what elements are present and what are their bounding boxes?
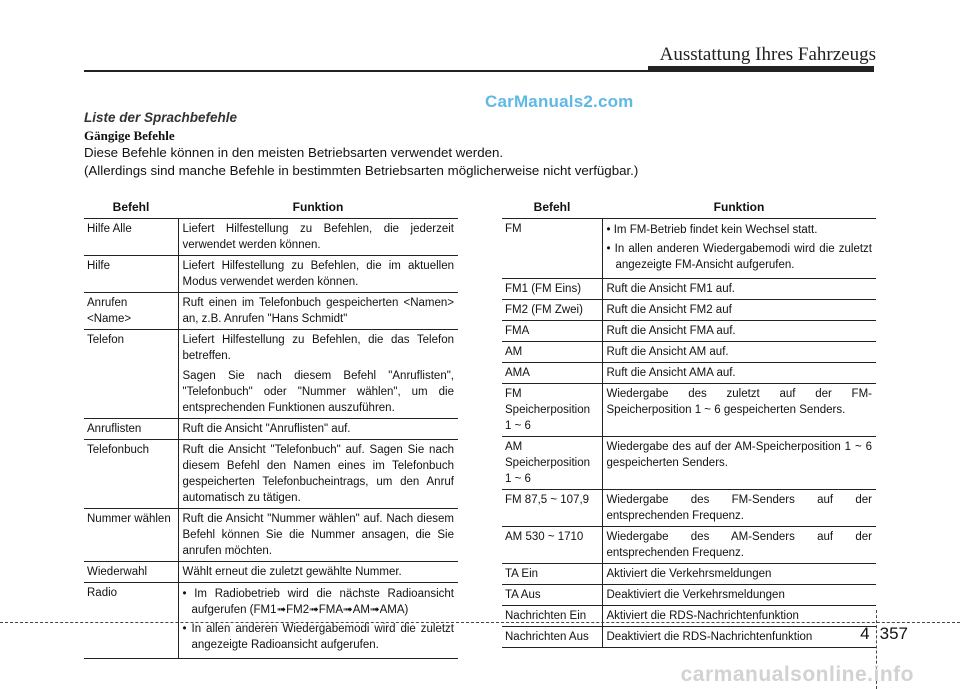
table-row bbox=[502, 490, 876, 527]
function-bullet: • In allen anderen Wiedergabemodi wird die zuletzt angezeigte FM-Ansicht aufgerufen. bbox=[606, 243, 872, 271]
function-cell bbox=[178, 440, 458, 509]
table-row bbox=[84, 293, 458, 330]
function-cell bbox=[602, 606, 876, 627]
function-text: Aktiviert die Verkehrsmeldungen bbox=[606, 568, 772, 580]
function-text: Wiedergabe des FM-Senders auf der entsprechenden Frequenz. bbox=[606, 494, 872, 522]
function-bullet: • In allen anderen Wiedergabemodi wird die zuletzt angezeigte Radioansicht aufgerufen. bbox=[182, 623, 454, 651]
function-text: Wählt erneut die zuletzt gewählte Nummer. bbox=[182, 566, 402, 578]
intro-line-2: (Allerdings sind manche Befehle in bestimmten Betriebsarten möglicherweise nicht verfügbar.) bbox=[84, 163, 639, 178]
carmanuals-watermark[interactable]: CarManuals2.com bbox=[485, 92, 634, 111]
command-cell: AM bbox=[502, 342, 602, 363]
function-cell bbox=[178, 293, 458, 330]
table-row bbox=[84, 256, 458, 293]
page-number-value: 357 bbox=[879, 624, 908, 643]
table-row bbox=[84, 219, 458, 256]
function-cell bbox=[178, 419, 458, 440]
command-cell: Nummer wählen bbox=[84, 509, 178, 562]
table-row bbox=[502, 384, 876, 437]
page-number bbox=[860, 624, 908, 644]
table-row bbox=[502, 363, 876, 384]
command-cell: Wiederwahl bbox=[84, 562, 178, 583]
function-text: Ruft die Ansicht "Nummer wählen" auf. Nach diesem Befehl können Sie die Nummer ansagen, die Sie anrufen möchten. bbox=[182, 513, 454, 557]
right-table-body bbox=[502, 219, 876, 648]
function-text: Wiedergabe des auf der AM-Speicherposition 1 ~ 6 gespeicherten Senders. bbox=[606, 441, 872, 469]
function-bullet: • Im FM-Betrieb findet kein Wechsel statt. bbox=[606, 224, 818, 236]
function-cell bbox=[178, 583, 458, 659]
table-row bbox=[84, 562, 458, 583]
function-text: Ruft einen im Telefonbuch gespeicherten <Namen> an, z.B. Anrufen "Hans Schmidt" bbox=[182, 297, 454, 325]
command-cell: Nachrichten Aus bbox=[502, 627, 602, 648]
column-header-command: Befehl bbox=[502, 196, 602, 219]
command-cell: FM2 (FM Zwei) bbox=[502, 300, 602, 321]
table-row bbox=[502, 627, 876, 648]
table-row bbox=[502, 585, 876, 606]
command-cell: TA Aus bbox=[502, 585, 602, 606]
function-cell bbox=[602, 321, 876, 342]
function-text: Deaktiviert die RDS-Nachrichtenfunktion bbox=[606, 631, 813, 643]
function-text: Ruft die Ansicht "Anruflisten" auf. bbox=[182, 423, 351, 435]
function-bullet: • Im Radiobetrieb wird die nächste Radioansicht aufgerufen (FM1➟FM2➟FMA➟AM➟AMA) bbox=[182, 588, 454, 616]
command-cell: Anrufen <Name> bbox=[84, 293, 178, 330]
command-cell: Telefon bbox=[84, 330, 178, 419]
left-command-table bbox=[84, 196, 458, 659]
chapter-header-title: Ausstattung Ihres Fahrzeugs bbox=[659, 44, 876, 65]
function-cell bbox=[602, 437, 876, 490]
function-cell bbox=[178, 330, 458, 419]
intro-line-1: Diese Befehle können in den meisten Betriebsarten verwendet werden. bbox=[84, 145, 504, 160]
command-cell: AM Speicherposition 1 ~ 6 bbox=[502, 437, 602, 490]
function-text: Deaktiviert die Verkehrsmeldungen bbox=[606, 589, 785, 601]
command-cell: FM Speicherposition 1 ~ 6 bbox=[502, 384, 602, 437]
command-cell: FMA bbox=[502, 321, 602, 342]
table-row bbox=[84, 583, 458, 659]
chapter-number: 4 bbox=[860, 624, 870, 643]
command-cell: TA Ein bbox=[502, 564, 602, 585]
function-cell bbox=[602, 585, 876, 606]
table-row bbox=[84, 509, 458, 562]
table-row bbox=[502, 527, 876, 564]
function-cell bbox=[178, 219, 458, 256]
function-cell bbox=[602, 300, 876, 321]
table-row bbox=[502, 279, 876, 300]
command-cell: Radio bbox=[84, 583, 178, 659]
table-row bbox=[502, 437, 876, 490]
command-cell: AMA bbox=[502, 363, 602, 384]
function-cell bbox=[602, 627, 876, 648]
table-header-row bbox=[84, 196, 458, 219]
section-title: Liste der Sprachbefehle bbox=[84, 110, 238, 125]
command-cell: Nachrichten Ein bbox=[502, 606, 602, 627]
table-row bbox=[502, 342, 876, 363]
function-cell bbox=[602, 564, 876, 585]
function-cell bbox=[602, 384, 876, 437]
command-cell: AM 530 ~ 1710 bbox=[502, 527, 602, 564]
table-row bbox=[84, 330, 458, 419]
column-header-function: Funktion bbox=[178, 196, 458, 219]
function-text: Wiedergabe des AM-Senders auf der entsprechenden Frequenz. bbox=[606, 531, 872, 559]
header-rule bbox=[84, 70, 874, 72]
command-cell: Anruflisten bbox=[84, 419, 178, 440]
table-header-row bbox=[502, 196, 876, 219]
function-text: Aktiviert die RDS-Nachrichtenfunktion bbox=[606, 610, 799, 622]
function-text: Liefert Hilfestellung zu Befehlen, die im aktuellen Modus verwendet werden können. bbox=[182, 260, 454, 288]
section-subtitle: Gängige Befehle bbox=[84, 128, 175, 143]
command-cell: Hilfe Alle bbox=[84, 219, 178, 256]
command-cell: Telefonbuch bbox=[84, 440, 178, 509]
function-text: Ruft die Ansicht AM auf. bbox=[606, 346, 729, 358]
column-header-command: Befehl bbox=[84, 196, 178, 219]
table-row bbox=[502, 564, 876, 585]
function-text: Ruft die Ansicht AMA auf. bbox=[606, 367, 736, 379]
function-cell bbox=[602, 363, 876, 384]
function-cell bbox=[178, 256, 458, 293]
right-command-table bbox=[502, 196, 876, 648]
table-row bbox=[502, 300, 876, 321]
function-cell bbox=[178, 562, 458, 583]
left-table-body bbox=[84, 219, 458, 659]
table-row bbox=[502, 219, 876, 279]
command-cell: FM bbox=[502, 219, 602, 279]
table-row bbox=[84, 440, 458, 509]
command-cell: FM 87,5 ~ 107,9 bbox=[502, 490, 602, 527]
command-cell: FM1 (FM Eins) bbox=[502, 279, 602, 300]
function-text: Liefert Hilfestellung zu Befehlen, die das Telefon betreffen. bbox=[182, 334, 454, 362]
function-text: Ruft die Ansicht FM1 auf. bbox=[606, 283, 735, 295]
function-cell bbox=[602, 527, 876, 564]
function-cell bbox=[178, 509, 458, 562]
column-header-function: Funktion bbox=[602, 196, 876, 219]
footer-dashed-rule bbox=[0, 622, 960, 623]
function-text: Ruft die Ansicht FMA auf. bbox=[606, 325, 736, 337]
function-text: Ruft die Ansicht "Telefonbuch" auf. Sagen Sie nach diesem Befehl den Namen eines im Telefonbuch gespeicherten Telefonbucheintrags, um den Anruf automatisch zu tätigen. bbox=[182, 444, 454, 504]
function-cell bbox=[602, 219, 876, 279]
function-text: Wiedergabe des zuletzt auf der FM-Speicherposition 1 ~ 6 gespeicherten Senders. bbox=[606, 388, 872, 416]
function-text: Ruft die Ansicht FM2 auf bbox=[606, 304, 732, 316]
function-text: Liefert Hilfestellung zu Befehlen, die jederzeit verwendet werden können. bbox=[182, 223, 454, 251]
table-row bbox=[84, 419, 458, 440]
function-cell bbox=[602, 279, 876, 300]
function-cell bbox=[602, 490, 876, 527]
function-cell bbox=[602, 342, 876, 363]
carmanualsonline-watermark[interactable]: carmanualsonline.info bbox=[680, 663, 914, 686]
table-row bbox=[502, 606, 876, 627]
function-text: Sagen Sie nach diesem Befehl "Anruflisten", "Telefonbuch" oder "Nummer wählen", um die entsprechenden Funktionen auszuführen. bbox=[182, 370, 454, 414]
command-cell: Hilfe bbox=[84, 256, 178, 293]
table-row bbox=[502, 321, 876, 342]
